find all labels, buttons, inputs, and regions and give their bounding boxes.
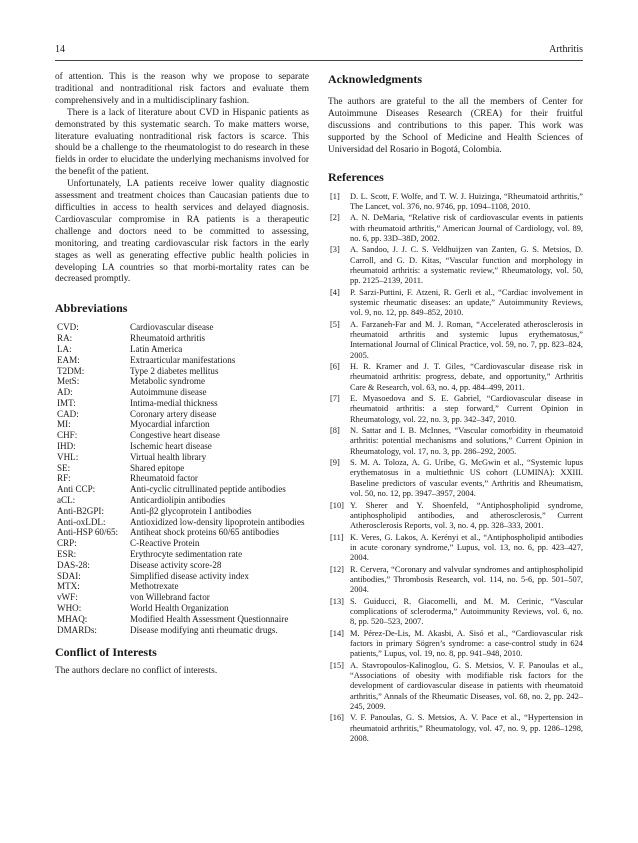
- reference-text: H. R. Kramer and J. T. Giles, “Cardiovascular disease risk in rheumatoid arthritis: progress, debate, and opportunity,” Arthritis Care & Research, vol. 63, no. 4, pp. 484–499, 2011.: [350, 362, 583, 392]
- abbreviation-term: MTX:: [57, 581, 80, 592]
- abbreviation-definition: Coronary artery disease: [130, 408, 217, 419]
- abbreviation-row: [55, 495, 308, 506]
- reference-item: [328, 597, 583, 628]
- right-column: [328, 72, 583, 745]
- conflict-of-interests-heading: Conflict of Interests: [55, 645, 157, 660]
- reference-text: M. Pérez-De-Lis, M. Akasbi, A. Sisó et al., “Cardiovascular risk factors in primary Sögren’s syndrome: a case-control study in 624 patients,” Lupus, vol. 19, no. 8, pp. 941–948, 2010.: [350, 628, 583, 659]
- abbreviation-row: [55, 473, 308, 484]
- abbreviation-definition: Disease modifying anti rheumatic drugs.: [130, 624, 278, 635]
- abbreviation-definition: Methotrexate: [130, 581, 179, 592]
- header-rule: [55, 60, 583, 61]
- reference-number: [15]: [330, 660, 344, 670]
- abbreviation-definition: Shared epitope: [130, 462, 185, 473]
- abbreviation-row: [55, 344, 308, 355]
- page-header: [55, 44, 583, 55]
- reference-number: [11]: [330, 532, 344, 542]
- reference-number: [10]: [330, 500, 344, 510]
- abbreviation-row: [55, 581, 308, 592]
- paragraph: Unfortunately, LA patients receive lower quality diagnostic assessment and treatment choices than Caucasian patients due to difficulties in access to health services and delayed diagnosis. Cardiovascular compromise in RA patients is a therapeutic challenge and doctors need to be committed to assessing, monitoring, and treating cardiovascular risk factors in the early stages as well as generating effective public health policies in developing LA countries so that morbi-mortality rates can be decreased promptly.: [55, 179, 309, 285]
- abbreviation-definition: C-Reactive Protein: [130, 538, 200, 549]
- abbreviation-term: RF:: [57, 473, 71, 484]
- reference-text: S. M. A. Toloza, A. G. Uribe, G. McGwin et al., “Systemic lupus erythematosus in a multiethnic US cohort (LUMINA): XXIII. Baseline predictors of vascular events,” Arthritis and Rheumatism, vol. 50, no. 12, pp. 3947–3957, 2004.: [350, 458, 583, 499]
- reference-text: N. Sattar and I. B. McInnes, “Vascular comorbidity in rheumatoid arthritis: potential mechanisms and solutions,” Current Opinion in Rheumatology, vol. 17, no. 3, pp. 286–292, 2005.: [350, 426, 583, 456]
- paragraph: of attention. This is the reason why we propose to separate traditional and nontraditional risk factors and evaluate them comprehensively and in a multidisciplinary fashion.: [55, 72, 309, 106]
- abbreviation-definition: Myocardial infarction: [130, 419, 210, 430]
- abbreviation-row: [55, 355, 308, 366]
- abbreviation-term: Anti CCP:: [57, 484, 96, 495]
- reference-number: [14]: [330, 628, 344, 638]
- abbreviation-term: EAM:: [57, 354, 80, 365]
- reference-item: [328, 629, 583, 660]
- abbreviation-definition: Disease activity score-28: [130, 559, 222, 570]
- abbreviation-term: aCL:: [57, 495, 76, 506]
- abbreviation-term: VHL:: [57, 451, 79, 462]
- left-column: [55, 72, 309, 678]
- abbreviation-term: CVD:: [57, 322, 79, 333]
- reference-number: [3]: [330, 245, 340, 255]
- abbreviation-row: [55, 484, 308, 495]
- paragraph: There is a lack of literature about CVD in Hispanic patients as demonstrated by this systematic search. To make matters worse, literature evaluating nontraditional risk factors is scarce. This should be a challenge to the rheumatologist to do research in these fields in order to elucidate the underlying mechanisms involved for the benefit of the patient.: [55, 107, 309, 178]
- reference-item: [328, 458, 583, 499]
- reference-item: [328, 320, 583, 361]
- abbreviation-definition: Metabolic syndrome: [130, 376, 206, 387]
- abbreviation-row: [55, 366, 308, 377]
- abbreviation-row: [55, 549, 308, 560]
- reference-item: [328, 213, 583, 244]
- abbreviation-term: AD:: [57, 387, 73, 398]
- reference-item: [328, 288, 583, 319]
- reference-number: [1]: [330, 191, 340, 201]
- acknowledgments-text: The authors are grateful to the all the members of Center for Autoimmune Diseases Research (CREA) for their fruitful discussions and contributions to this paper. This work was supported by the School of Medicine and Health Sciences of Universidad del Rosario in Bogotá, Colombia.: [328, 97, 583, 155]
- reference-text: D. L. Scott, F. Wolfe, and T. W. J. Huizinga, “Rheumatoid arthritis,” The Lancet, vol. 376, no. 9746, pp. 1094–1108, 2010.: [350, 191, 583, 211]
- abbreviation-row: [55, 387, 308, 398]
- abbreviation-definition: Anticardiolipin antibodies: [130, 495, 226, 506]
- journal-name: Arthritis: [549, 44, 583, 55]
- abbreviation-term: Anti-oxLDL:: [57, 516, 106, 527]
- abbreviation-row: [55, 560, 308, 571]
- abbreviation-definition: Type 2 diabetes mellitus: [130, 365, 219, 376]
- abbreviation-term: RA:: [57, 333, 73, 344]
- abbreviation-term: DMARDs:: [57, 624, 97, 635]
- abbreviation-term: SE:: [57, 462, 71, 473]
- abbreviation-definition: World Health Organization: [130, 603, 229, 614]
- reference-number: [7]: [330, 394, 340, 404]
- abbreviation-definition: Extraarticular manifestations: [130, 354, 236, 365]
- reference-number: [13]: [330, 596, 344, 606]
- abbreviation-row: [55, 625, 308, 636]
- reference-item: [328, 501, 583, 532]
- reference-number: [12]: [330, 564, 344, 574]
- reference-item: [328, 426, 583, 457]
- abbreviation-term: LA:: [57, 343, 72, 354]
- reference-item: [328, 565, 583, 596]
- abbreviation-term: vWF:: [57, 592, 78, 603]
- abbreviation-definition: Rheumatoid factor: [130, 473, 198, 484]
- abbreviation-definition: Simplified disease activity index: [130, 570, 249, 581]
- abbreviation-definition: Cardiovascular disease: [130, 322, 214, 333]
- reference-text: E. Myasoedova and S. E. Gabriel, “Cardiovascular disease in rheumatoid arthritis: a step forward,” Current Opinion in Rheumatology, vol. 22, no. 3, pp. 342–347, 2010.: [350, 394, 583, 424]
- reference-number: [8]: [330, 426, 340, 436]
- abbreviation-term: WHO:: [57, 603, 82, 614]
- reference-number: [9]: [330, 458, 340, 468]
- abbreviation-row: [55, 376, 308, 387]
- page-number: 14: [55, 44, 65, 55]
- reference-item: [328, 533, 583, 564]
- abbreviation-definition: Intima-medial thickness: [130, 397, 218, 408]
- abbreviation-term: CRP:: [57, 538, 77, 549]
- abbreviation-definition: Virtual health library: [130, 451, 207, 462]
- discussion-text: [55, 72, 309, 286]
- abbreviation-row: [55, 506, 308, 517]
- references-heading: References: [328, 169, 384, 184]
- reference-text: A. Stavropoulos-Kalinoglou, G. S. Metsios, V. F. Panoulas et al., “Associations of obesity with modifiable risk factors for the development of cardiovascular disease in patients with rheumatoid arthritis,” Annals of the Rheumatic Diseases, vol. 68, no. 2, pp. 242–245, 2009.: [350, 660, 583, 712]
- acknowledgments-heading: Acknowledgments: [328, 72, 423, 86]
- abbreviation-term: MHAQ:: [57, 613, 88, 624]
- abbreviation-row: [55, 571, 308, 582]
- abbreviation-row: [55, 333, 308, 344]
- abbreviation-row: [55, 517, 308, 528]
- abbreviation-row: [55, 592, 308, 603]
- abbreviation-row: [55, 614, 308, 625]
- reference-text: P. Sarzi-Puttini, F. Atzeni, R. Gerli et al., “Cardiac involvement in systemic rheumatic diseases: an update,” Autoimmunity Reviews, vol. 9, no. 12, pp. 849–852, 2010.: [350, 287, 583, 318]
- abbreviation-term: CAD:: [57, 408, 79, 419]
- abbreviation-term: DAS-28:: [57, 559, 90, 570]
- abbreviation-row: [55, 419, 308, 430]
- abbreviation-definition: Antiheat shock proteins 60/65 antibodies: [130, 527, 280, 538]
- reference-item: [328, 394, 583, 425]
- reference-item: [328, 713, 583, 744]
- references-list: [328, 192, 583, 745]
- abbreviation-definition: Erythrocyte sedimentation rate: [130, 549, 243, 560]
- reference-item: [328, 362, 583, 393]
- abbreviation-definition: Antioxidized low-density lipoprotein antibodies: [130, 516, 305, 527]
- abbreviations-heading: Abbreviations: [55, 301, 128, 316]
- reference-number: [6]: [330, 362, 340, 372]
- abbreviation-definition: von Willebrand factor: [130, 592, 210, 603]
- abbreviation-term: IMT:: [57, 397, 76, 408]
- abbreviation-definition: Congestive heart disease: [130, 430, 220, 441]
- abbreviation-term: Anti-HSP 60/65:: [57, 527, 119, 538]
- conflict-of-interests-text: The authors declare no conflict of interests.: [55, 666, 218, 677]
- abbreviation-definition: Autoimmune disease: [130, 387, 207, 398]
- abbreviation-row: [55, 527, 308, 538]
- abbreviation-row: [55, 430, 308, 441]
- abbreviation-definition: Modified Health Assessment Questionnaire: [130, 613, 289, 624]
- abbreviation-term: IHD:: [57, 441, 76, 452]
- reference-text: R. Cervera, “Coronary and valvular syndromes and antiphospholipid antibodies,” Thrombosis Research, vol. 114, no. 5-6, pp. 501–507, 2004.: [350, 564, 583, 595]
- reference-text: S. Guiducci, R. Giacomelli, and M. M. Cerinic, “Vascular complications of scleroderma,” Autoimmunity Reviews, vol. 6, no. 8, pp. 520–523, 2007.: [350, 596, 583, 627]
- abbreviation-definition: Anti-β2 glycoprotein I antibodies: [130, 505, 252, 516]
- abbreviation-row: [55, 603, 308, 614]
- abbreviation-row: [55, 452, 308, 463]
- reference-text: A. Sandoo, J. J. C. S. Veldhuijzen van Zanten, G. S. Metsios, D. Carroll, and G. D. Kitas, “Vascular function and morphology in rheumatoid arthritis: a systematic review,” Rheumatology, vol. 50, pp. 2125–2139, 2011.: [350, 245, 583, 286]
- reference-item: [328, 245, 583, 286]
- reference-text: A. Farzaneh-Far and M. J. Roman, “Accelerated atherosclerosis in rheumatoid arthritis and systemic lupus erythematosus,” International Journal of Clinical Practice, vol. 59, no. 7, pp. 823–824, 2005.: [350, 319, 583, 360]
- reference-text: Y. Sherer and Y. Shoenfeld, “Antiphospholipid syndrome, antiphospholipid antibodies, and atherosclerosis,” Current Atherosclerosis Reports, vol. 3, no. 4, pp. 328–333, 2001.: [350, 500, 583, 531]
- reference-text: A. N. DeMaria, “Relative risk of cardiovascular events in patients with rheumatoid arthritis,” American Journal of Cardiology, vol. 89, no. 6, pp. 33D–38D, 2002.: [350, 213, 583, 243]
- abbreviation-term: T2DM:: [57, 365, 85, 376]
- abbreviation-row: [55, 441, 308, 452]
- abbreviation-term: SDAI:: [57, 570, 81, 581]
- abbreviation-definition: Ischemic heart disease: [130, 441, 212, 452]
- reference-text: V. F. Panoulas, G. S. Metsios, A. V. Pace et al., “Hypertension in rheumatoid arthritis,” Rheumatology, vol. 47, no. 9, pp. 1286–1298, 2008.: [350, 713, 583, 744]
- abbreviation-term: MetS:: [57, 376, 80, 387]
- reference-number: [5]: [330, 319, 340, 329]
- abbreviation-row: [55, 322, 308, 333]
- abbreviation-row: [55, 398, 308, 409]
- reference-number: [2]: [330, 213, 340, 223]
- reference-item: [328, 192, 583, 213]
- abbreviation-definition: Anti-cyclic citrullinated peptide antibodies: [130, 484, 286, 495]
- abbreviation-row: [55, 538, 308, 549]
- reference-text: K. Veres, G. Lakos, A. Kerényi et al., “Antiphospholipid antibodies in acute coronary syndrome,” Lupus, vol. 13, no. 6, pp. 423–427, 2004.: [350, 532, 583, 563]
- abbreviation-term: CHF:: [57, 430, 78, 441]
- abbreviation-row: [55, 409, 308, 420]
- abbreviation-term: Anti-B2GPI:: [57, 505, 104, 516]
- abbreviation-definition: Rheumatoid arthritis: [130, 333, 206, 344]
- reference-item: [328, 661, 583, 713]
- abbreviation-row: [55, 463, 308, 474]
- abbreviation-term: ESR:: [57, 549, 77, 560]
- abbreviation-definition: Latin America: [130, 343, 183, 354]
- reference-number: [4]: [330, 287, 340, 297]
- abbreviations-table: [55, 322, 308, 635]
- reference-number: [16]: [330, 713, 344, 723]
- abbreviation-term: MI:: [57, 419, 71, 430]
